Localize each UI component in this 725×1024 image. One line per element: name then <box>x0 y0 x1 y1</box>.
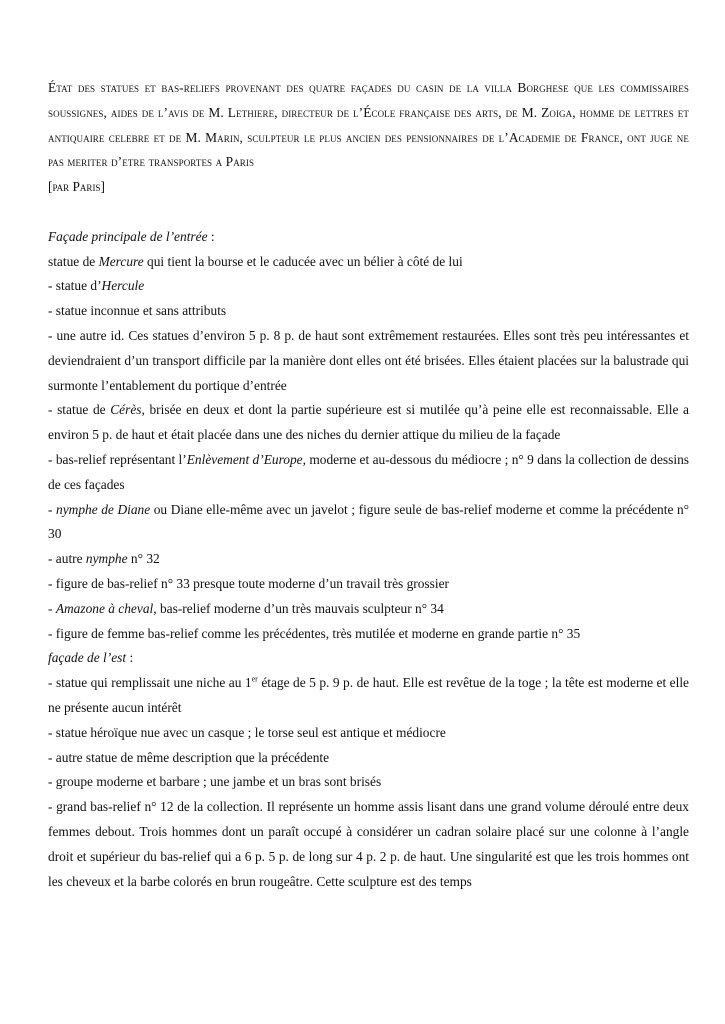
entry-autre-statue: - autre statue de même description que la précédente <box>48 749 330 765</box>
entry-statue-toge <box>48 671 689 721</box>
entry-text: , bas-relief moderne d’un très mauvais sculpteur n° 34 <box>153 600 444 616</box>
entry-text: - statue qui remplissait une niche au 1 <box>48 675 252 691</box>
entry-text: - autre <box>48 551 86 567</box>
entry-text: - statue de <box>48 402 111 418</box>
entry-italic: Cérès <box>110 402 142 418</box>
entry-italic: nymphe <box>85 551 128 567</box>
entry-grand-bas-relief: - grand bas-relief n° 12 de la collection. Il représente un homme assis lisant dans une grand volume déroulé entre deux femmes debout. Trois hommes dont un paraît occupé à considérer un cadran solaire placé sur une colonne à l’angle droit et supérieur du bas-relief qui a 6 p. 5 p. de long sur 4 p. 2 p. de haut. Une singularité est que les trois hommes ont les cheveux et la barbe colorés en brun rougeâtre. Cette sculpture est des temps <box>48 799 689 889</box>
entry-nymphe-diane <box>48 498 689 548</box>
document-subheading: [par Paris] <box>48 179 105 195</box>
entry-text: - statue d’ <box>48 278 102 294</box>
entry-text: étage de 5 p. 9 p. de haut. Elle est revêtue de la toge ; la tête est moderne et elle ne présente aucun intérêt <box>48 675 690 715</box>
entry-amazone <box>48 597 689 622</box>
entry-autre-id: - une autre id. Ces statues d’environ 5 p. 8 p. de haut sont extrêmement restaurées. Elles sont très peu intéressantes et deviendraient d’un transport difficile par la manière dont elles ont été brisées. Elles étaient placées sur la balustrade qui surmonte l’entablement du portique d’entrée <box>48 327 689 393</box>
entry-italic: nymphe de Diane <box>56 501 151 517</box>
superscript: er <box>251 674 258 684</box>
entry-italic: Enlèvement d’Europe <box>186 451 303 467</box>
entry-mercure <box>48 250 689 275</box>
entry-statue-heroique: - statue héroïque nue avec un casque ; le torse seul est antique et médiocre <box>48 724 446 740</box>
entry-text: , moderne et au-dessous du médiocre ; n° 9 dans la collection de dessins de ces façades <box>48 451 689 492</box>
entry-figure-femme: - figure de femme bas-relief comme les précédentes, très mutilée et moderne en grande partie n° 35 <box>48 625 581 641</box>
entry-statue-inconnue: - statue inconnue et sans attributs <box>48 303 227 319</box>
entry-text: n° 32 <box>127 551 160 567</box>
entry-text: , brisée en deux et dont la partie supérieure est si mutilée qu’à peine elle est reconnaissable. Elle a environ 5 p. de haut et était placée dans une des niches du dernier attique du milieu de la façade <box>48 402 689 443</box>
document-heading: État des statues et bas-reliefs provenant des quatre façades du casin de la villa Borghese que les commissaires soussignes, aides de l’avis de M. Lethiere, directeur de l’École française des arts, de M. Zoiga, homme de lettres et antiquaire celebre et de M. Marin, sculpteur le plus ancien des pensionnaires de l’Academie de France, ont juge ne pas meriter d’etre transportes a Paris <box>48 80 689 170</box>
entry-text: ou Diane elle-même avec un javelot ; figure seule de bas-relief moderne et comme la précédente n° 30 <box>48 501 690 542</box>
entry-text: - <box>48 501 57 517</box>
blank-line <box>48 200 689 225</box>
document-page <box>48 76 689 894</box>
section-title-colon: : <box>207 228 215 244</box>
entry-ceres <box>48 398 689 448</box>
section-title-text: Façade principale de l’entrée <box>48 228 208 244</box>
entry-autre-nymphe <box>48 547 689 572</box>
entry-italic: Mercure <box>98 253 144 269</box>
entry-text: qui tient la bourse et le caducée avec un bélier à côté de lui <box>143 253 463 269</box>
entry-italic: Amazone à cheval <box>55 600 154 616</box>
section-title-colon: : <box>126 650 134 666</box>
entry-hercule <box>48 274 689 299</box>
entry-text: statue de <box>48 253 99 269</box>
entry-europe <box>48 448 689 498</box>
section-title-east-facade <box>48 646 689 671</box>
entry-italic: Hercule <box>101 278 145 294</box>
entry-text: - <box>48 600 56 616</box>
entry-text: - bas-relief représentant l’ <box>48 451 187 467</box>
entry-figure-33: - figure de bas-relief n° 33 presque toute moderne d’un travail très grossier <box>48 575 449 591</box>
section-title-text: façade de l’est <box>48 650 127 666</box>
section-title-main-facade <box>48 225 689 250</box>
entry-groupe-moderne: - groupe moderne et barbare ; une jambe et un bras sont brisés <box>48 774 382 790</box>
